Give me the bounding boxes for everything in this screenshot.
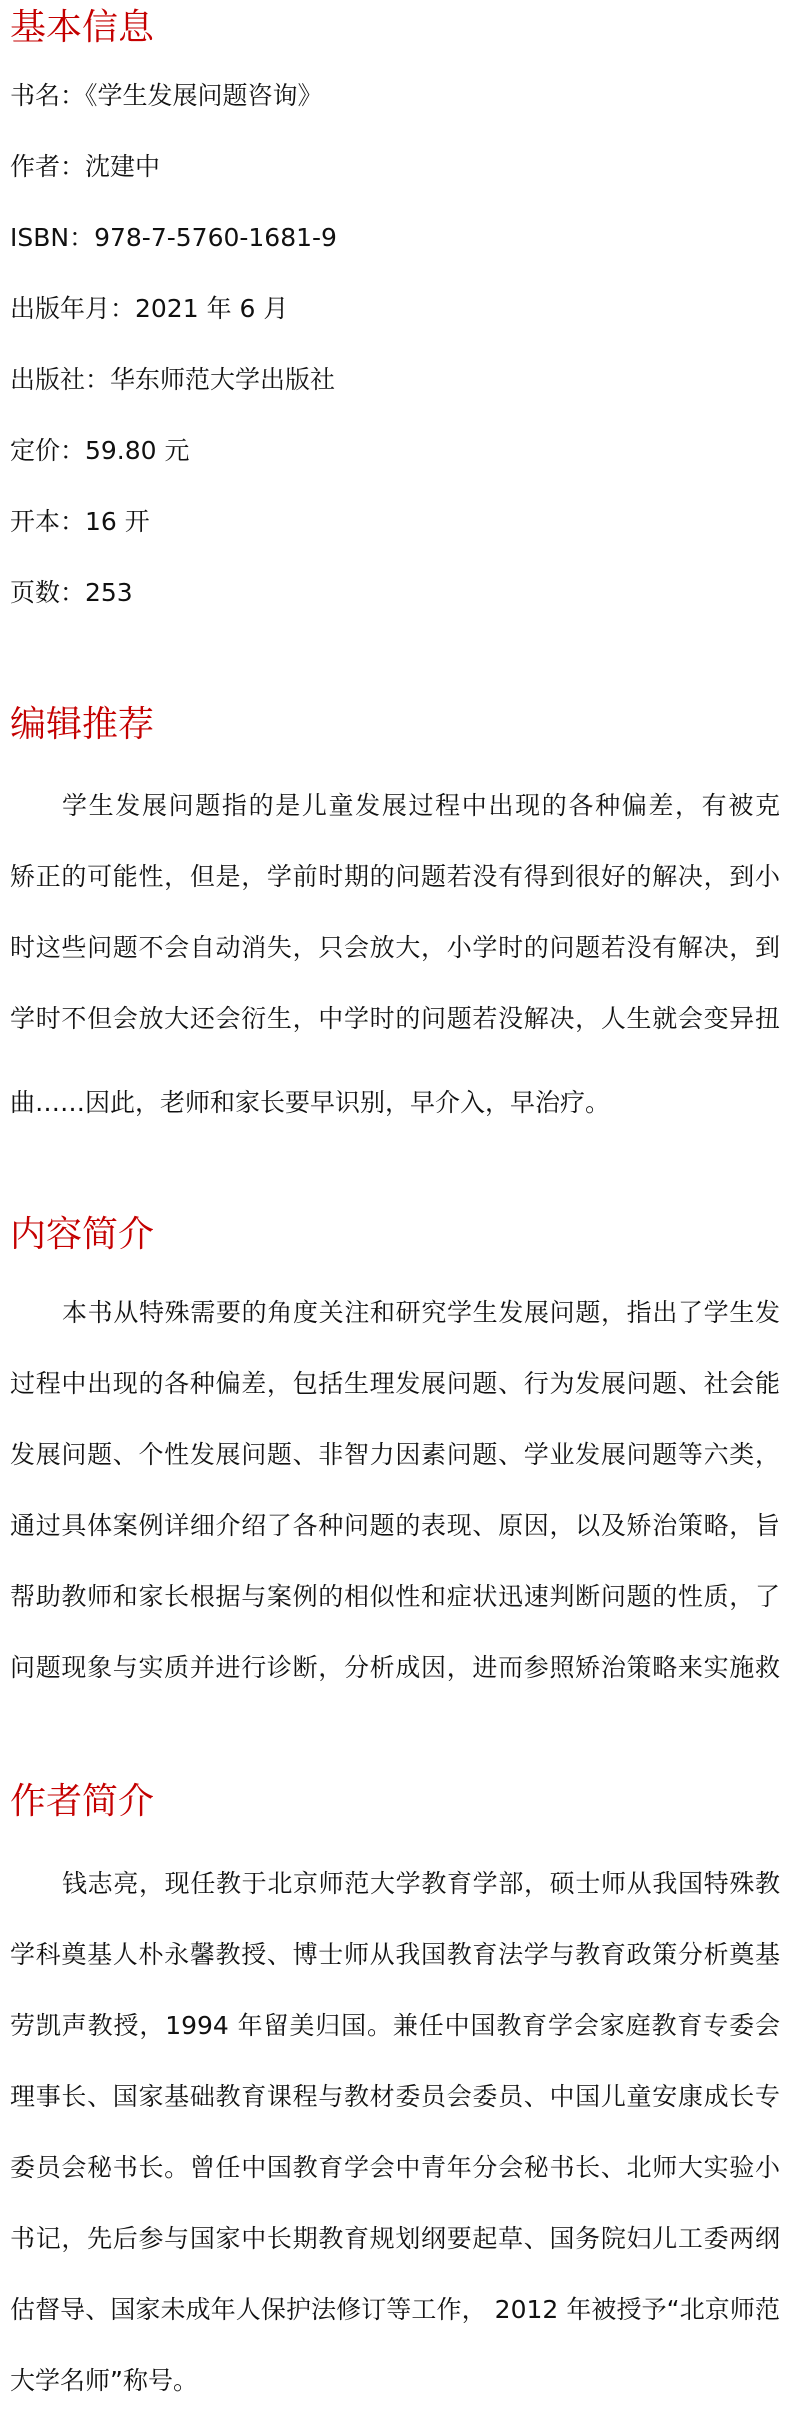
paragraph-line: 矫正的可能性，但是，学前时期的问题若没有得到很好的解决，到小: [10, 862, 780, 891]
paragraph-line: 书记，先后参与国家中长期教育规划纲要起草、国务院妇儿工委两纲: [10, 2224, 780, 2253]
section-heading-content-intro: 内容简介: [10, 1214, 155, 1255]
content-intro-paragraph: [10, 1277, 780, 1703]
editor-recommendation-paragraph: [10, 770, 780, 1138]
paragraph-line: 发展问题、个性发展问题、非智力因素问题、学业发展问题等六类，: [10, 1440, 780, 1469]
paragraph-line: 通过具体案例详细介绍了各种问题的表现、原因，以及矫治策略，旨: [10, 1511, 780, 1540]
info-publisher: 出版社：华东师范大学出版社: [10, 365, 336, 394]
info-pages: 页数：253: [10, 578, 133, 607]
paragraph-line: 劳凯声教授，1994 年留美归国。兼任中国教育学会家庭教育专委会: [10, 2011, 780, 2040]
info-title: 书名：《学生发展问题咨询》: [10, 81, 323, 110]
paragraph-line: 学生发展问题指的是儿童发展过程中出现的各种偏差，有被克: [62, 791, 780, 820]
paragraph-line: 问题现象与实质并进行诊断，分析成因，进而参照矫治策略来实施救: [10, 1653, 780, 1682]
section-heading-author-intro: 作者简介: [10, 1781, 155, 1822]
paragraph-line: 钱志亮，现任教于北京师范大学教育学部，硕士师从我国特殊教: [62, 1869, 780, 1898]
paragraph-line: 帮助教师和家长根据与案例的相似性和症状迅速判断问题的性质，了: [10, 1582, 780, 1611]
paragraph-line: 过程中出现的各种偏差，包括生理发展问题、行为发展问题、社会能: [10, 1369, 780, 1398]
info-isbn: ISBN：978-7-5760-1681-9: [10, 223, 337, 252]
info-price: 定价：59.80 元: [10, 436, 190, 465]
paragraph-line: 时这些问题不会自动消失，只会放大，小学时的问题若没有解决，到: [10, 933, 780, 962]
paragraph-line: 学时不但会放大还会衍生，中学时的问题若没解决，人生就会变异扭: [10, 1004, 780, 1033]
info-format: 开本：16 开: [10, 507, 150, 536]
paragraph-line: 学科奠基人朴永馨教授、博士师从我国教育法学与教育政策分析奠基: [10, 1940, 780, 1969]
paragraph-line: 委员会秘书长。曾任中国教育学会中青年分会秘书长、北师大实验小: [10, 2153, 780, 2182]
paragraph-line: 本书从特殊需要的角度关注和研究学生发展问题，指出了学生发: [62, 1298, 780, 1327]
author-intro-paragraph: [10, 1848, 780, 2416]
paragraph-line: 理事长、国家基础教育课程与教材委员会委员、中国儿童安康成长专: [10, 2082, 780, 2111]
info-pub-date: 出版年月：2021 年 6 月: [10, 294, 289, 323]
section-heading-editor-recommendation: 编辑推荐: [10, 704, 155, 745]
section-heading-basic-info: 基本信息: [10, 7, 155, 48]
paragraph-line: 大学名师”称号。: [10, 2366, 198, 2395]
paragraph-line: 曲……因此，老师和家长要早识别，早介入，早治疗。: [10, 1088, 611, 1117]
paragraph-line: 估督导、国家未成年人保护法修订等工作， 2012 年被授予“北京师范: [10, 2295, 780, 2324]
basic-info-list: [10, 60, 780, 628]
info-author: 作者：沈建中: [10, 152, 161, 181]
